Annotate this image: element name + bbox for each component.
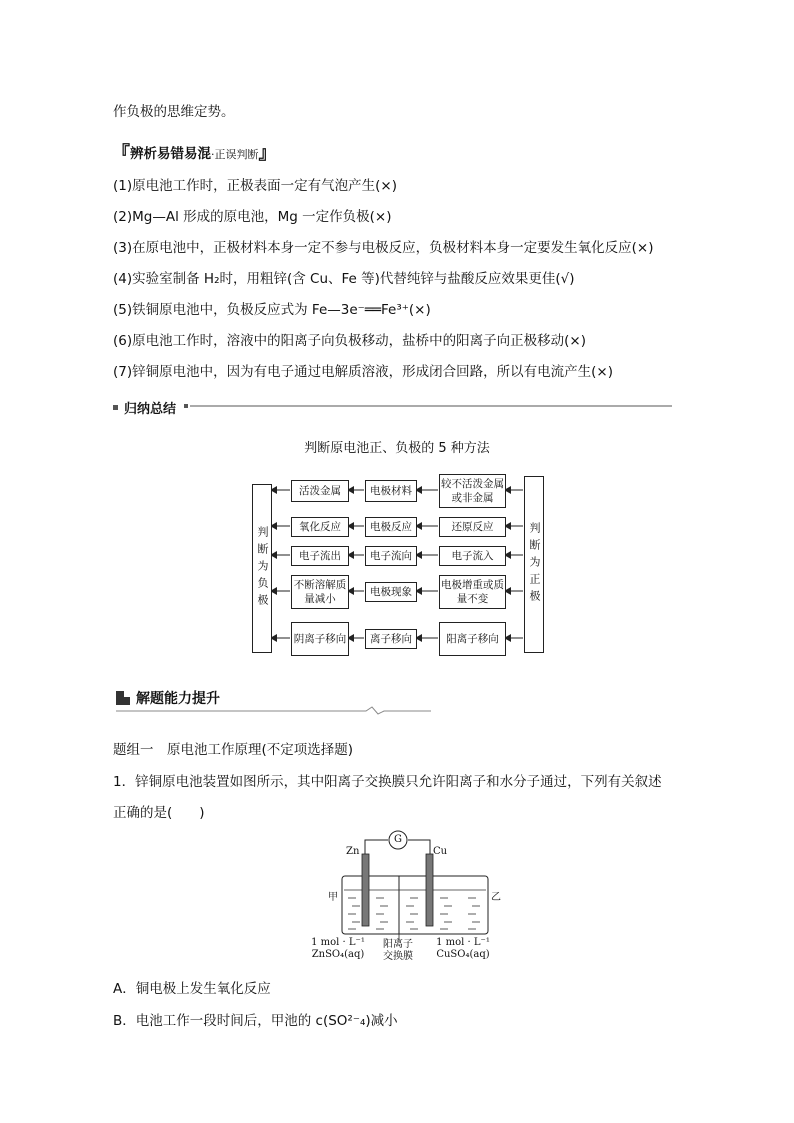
continued-text: 作负极的思维定势。 [113, 104, 235, 120]
summary-heading-label: 归纳总结 [124, 402, 177, 417]
diagram-right-box: 电极增重或质量不变 [439, 575, 506, 609]
diagram-center-box: 电极反应 [365, 517, 417, 537]
side-negative-label: 判断为负极 [256, 526, 269, 611]
left-conc-label: 1 mol · L⁻¹ [311, 937, 365, 948]
diagram-title: 判断原电池正、负极的 5 种方法 [304, 441, 490, 456]
diagram-center-box: 电极现象 [365, 582, 417, 602]
bracket-left-icon: 『 [112, 143, 130, 164]
judgment-5: (5)铁铜原电池中，负极反应式为 Fe—3e⁻══Fe³⁺(×) [113, 302, 431, 318]
diagram-right-box: 较不活泼金属或非金属 [439, 474, 506, 508]
question-line-2: 正确的是( ) [113, 805, 205, 821]
diagram-left-box: 活泼金属 [291, 480, 349, 502]
section-title: 『辨析易错易混·正误判断』 [112, 143, 277, 164]
diagram-left-box: 电子流出 [291, 546, 349, 566]
diagram-right-box: 电子流入 [439, 546, 506, 566]
option-b: B．电池工作一段时间后，甲池的 c(SO²⁻₄)减小 [113, 1013, 398, 1029]
section-title-sub: 正误判断 [214, 148, 259, 161]
cell-yi-label: 乙 [491, 892, 501, 903]
diagram-center-box: 离子移向 [365, 629, 417, 649]
membrane-label-1: 阳离子 [383, 939, 413, 950]
judgment-3: (3)在原电池中，正极材料本身一定不参与电极反应，负极材料本身一定要发生氧化反应(×) [113, 240, 654, 256]
ability-rule [116, 704, 432, 716]
side-positive-label: 判断为正极 [528, 522, 541, 607]
cell-jia-label: 甲 [328, 892, 338, 903]
judgment-7: (7)锌铜原电池中，因为有电子通过电解质溶液，形成闭合回路，所以有电流产生(×) [113, 364, 613, 380]
judgment-1: (1)原电池工作时，正极表面一定有气泡产生(×) [113, 178, 397, 194]
group-title: 题组一 原电池工作原理(不定项选择题) [113, 742, 354, 758]
judgment-2: (2)Mg—Al 形成的原电池，Mg 一定作负极(×) [113, 209, 392, 225]
question-line-1: 1．锌铜原电池装置如图所示，其中阳离子交换膜只允许阳离子和水分子通过，下列有关叙述 [113, 774, 662, 790]
diagram-left-box: 阴离子移向 [291, 622, 349, 656]
diagram-center-box: 电子流向 [365, 546, 417, 566]
zn-label: Zn [346, 846, 360, 857]
judgment-6: (6)原电池工作时，溶液中的阳离子向负极移动，盐桥中的阳离子向正极移动(×) [113, 333, 586, 349]
diagram-left-box: 不断溶解质量减小 [291, 575, 349, 609]
right-conc-label: 1 mol · L⁻¹ [436, 937, 490, 948]
option-a: A．铜电极上发生氧化反应 [113, 981, 271, 997]
right-solution-label: CuSO₄(aq) [436, 949, 490, 960]
judgment-4: (4)实验室制备 H₂时，用粗锌(含 Cu、Fe 等)代替纯锌与盐酸反应效果更佳(√) [113, 271, 575, 287]
left-solution-label: ZnSO₄(aq) [311, 949, 365, 960]
ability-heading-label: 解题能力提升 [136, 691, 220, 707]
diagram-center-box: 电极材料 [365, 480, 417, 502]
diagram-left-box: 氧化反应 [291, 517, 349, 537]
bracket-right-icon: 』 [258, 143, 277, 164]
galvanometer-label: G [394, 834, 402, 845]
cu-label: Cu [433, 846, 448, 857]
cu-electrode [426, 854, 433, 926]
diagram-right-box: 还原反应 [439, 517, 506, 537]
zn-electrode [362, 854, 369, 926]
heading-square-icon [116, 691, 130, 705]
diagram-right-box: 阳离子移向 [439, 622, 506, 656]
diagram-side-negative [252, 484, 272, 653]
section-title-main: 辨析易错易混 [130, 146, 211, 162]
membrane-label-2: 交换膜 [383, 951, 413, 962]
diagram-side-positive [524, 476, 544, 653]
